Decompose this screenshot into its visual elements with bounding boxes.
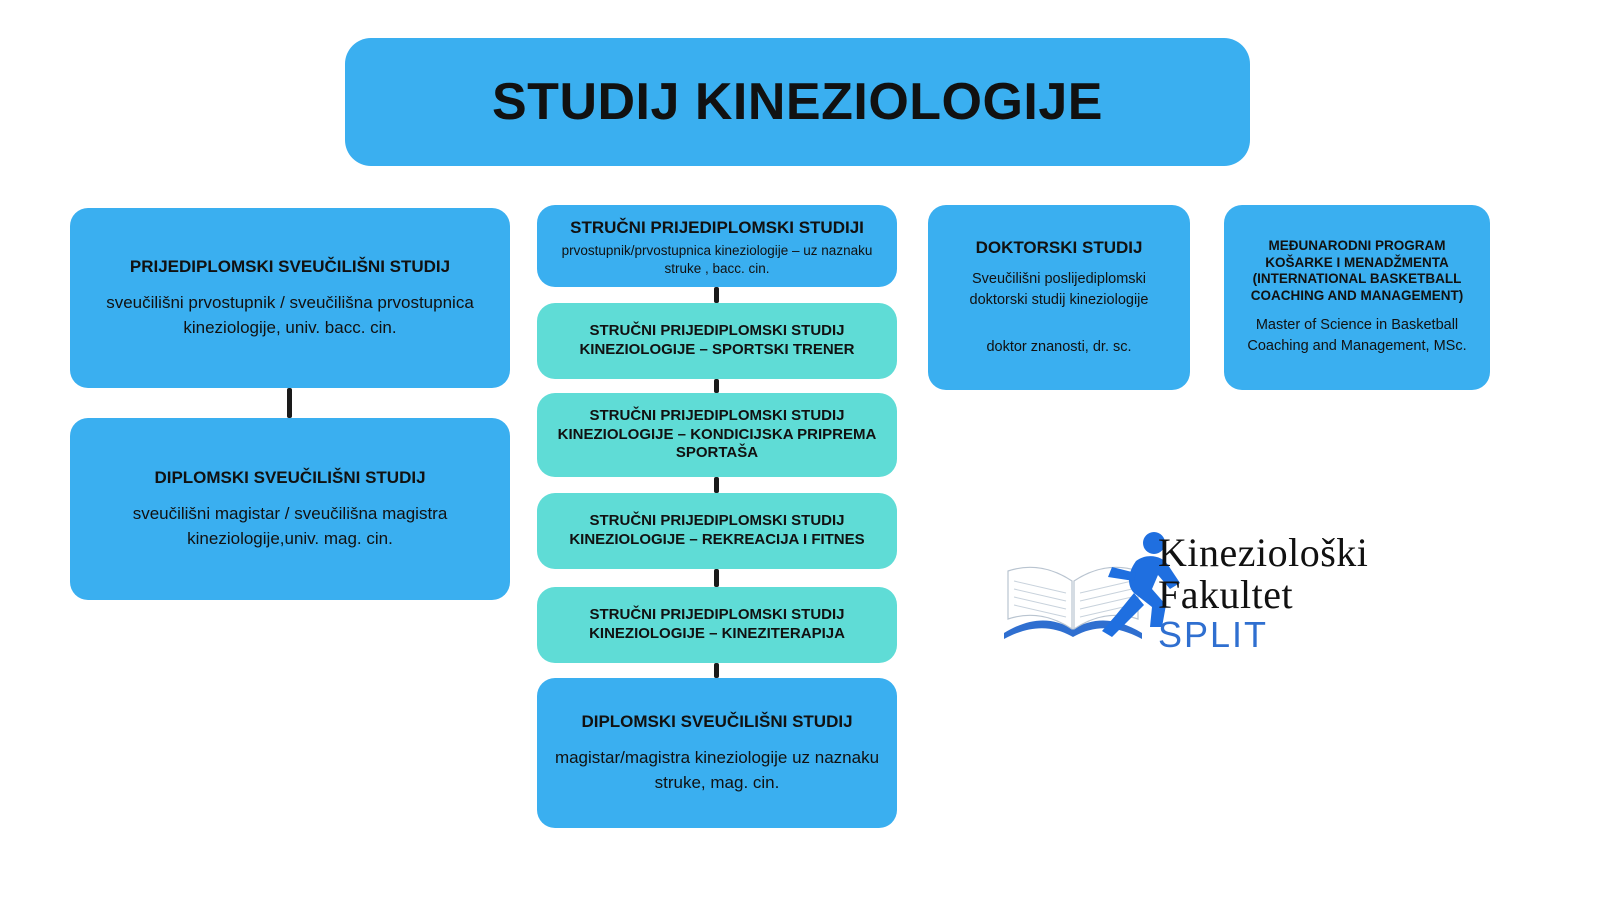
node-body: Sveučilišni poslijediplomski doktorski studij kineziologije	[969, 270, 1149, 308]
connector-professional-5	[714, 663, 719, 678]
node-strucni-kondicijska-priprema-sportasa	[537, 393, 897, 477]
node-body: Master of Science in Basketball Coaching and Management, MSc.	[1247, 317, 1467, 355]
logo-line-fakultet: Fakultet	[1158, 572, 1294, 617]
node-subtitle: prvostupnik/prvostupnica kineziologije – uz naznaku struke , bacc. cin.	[561, 243, 873, 276]
page-title: STUDIJ KINEZIOLOGIJE	[492, 73, 1103, 131]
connector-university	[287, 388, 292, 418]
node-body: sveučilišni magistar / sveučilišna magistra kineziologije,univ. mag. cin.	[132, 503, 448, 548]
faculty-logo	[1000, 525, 1420, 665]
connector-professional-4	[714, 569, 719, 587]
node-body: magistar/magistra kineziologije uz naznaku struke, mag. cin.	[554, 747, 880, 792]
node-heading: STRUČNI PRIJEDIPLOMSKI STUDIJ KINEZIOLOGIJE – KINEZITERAPIJA	[589, 606, 845, 642]
logo-text	[1158, 530, 1428, 655]
node-heading: STRUČNI PRIJEDIPLOMSKI STUDIJ KINEZIOLOGIJE – SPORTSKI TRENER	[579, 322, 855, 358]
node-heading: PRIJEDIPLOMSKI SVEUČILIŠNI STUDIJ	[129, 256, 451, 276]
node-heading: DIPLOMSKI SVEUČILIŠNI STUDIJ	[581, 711, 853, 731]
node-prijediplomski-sveucilisni-studij	[70, 208, 510, 388]
connector-professional-1	[714, 287, 719, 303]
node-heading: STRUČNI PRIJEDIPLOMSKI STUDIJ KINEZIOLOGIJE – KONDICIJSKA PRIPREMA SPORTAŠA	[557, 406, 877, 462]
page-title-banner	[345, 38, 1250, 166]
node-strucni-kineziterapija	[537, 587, 897, 663]
logo-line-split: SPLIT	[1158, 614, 1269, 655]
node-heading: DIPLOMSKI SVEUČILIŠNI STUDIJ	[154, 467, 426, 487]
node-strucni-prijediplomski-studiji	[537, 205, 897, 287]
node-heading: STRUČNI PRIJEDIPLOMSKI STUDIJ KINEZIOLOGIJE – REKREACIJA I FITNES	[569, 512, 865, 548]
node-strucni-rekreacija-i-fitnes	[537, 493, 897, 569]
node-heading: MEĐUNARODNI PROGRAM KOŠARKE I MENADŽMENTA (INTERNATIONAL BASKETBALL COACHING AND MANAGEMENT)	[1250, 237, 1464, 304]
connector-professional-2	[714, 379, 719, 393]
node-doktorski-studij	[928, 205, 1190, 390]
node-heading: STRUČNI PRIJEDIPLOMSKI STUDIJI	[570, 218, 864, 237]
node-degree: doktor znanosti, dr. sc.	[986, 338, 1132, 355]
node-heading: DOKTORSKI STUDIJ	[975, 238, 1143, 258]
node-medjunarodni-program-kosarke	[1224, 205, 1490, 390]
node-body: sveučilišni prvostupnik / sveučilišna prvostupnica kineziologije, univ. bacc. cin.	[106, 292, 474, 337]
logo-line-kinezioloski: Kineziološki	[1158, 530, 1369, 575]
node-diplomski-sveucilisni-studij-strucni	[537, 678, 897, 828]
node-strucni-sportski-trener	[537, 303, 897, 379]
node-diplomski-sveucilisni-studij	[70, 418, 510, 600]
connector-professional-3	[714, 477, 719, 493]
